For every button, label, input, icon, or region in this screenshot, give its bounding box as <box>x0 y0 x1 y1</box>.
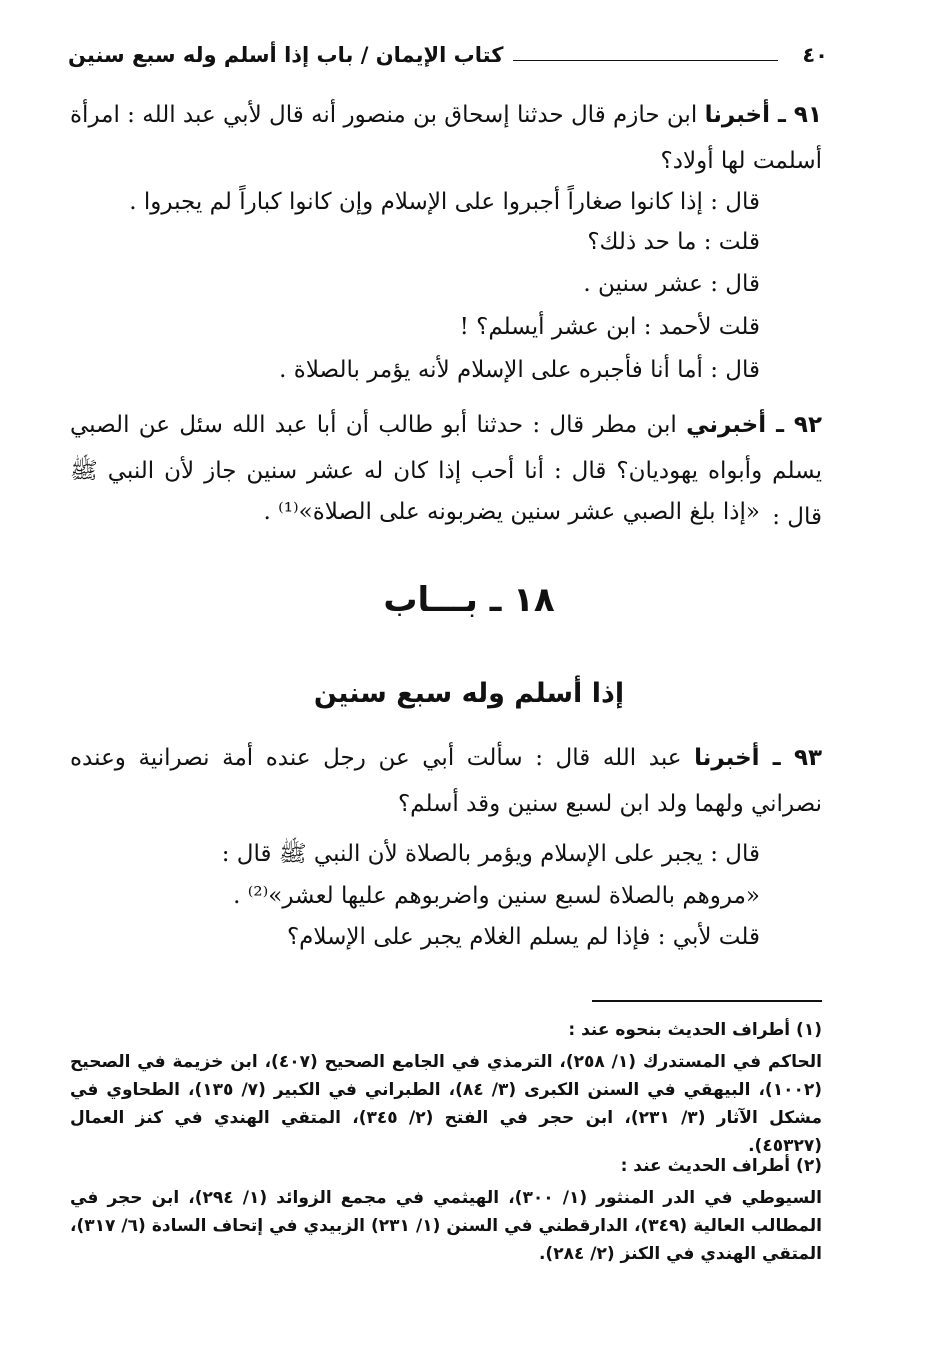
footnote-2-head: (٢) أطراف الحديث عند : <box>620 1156 822 1176</box>
hadith-91-text: ابن حازم قال حدثنا إسحاق بن منصور أنه قال لأبي عبد الله : امرأة أسلمت لها أولاد؟ <box>70 102 822 174</box>
hadith-91-line-5: قال : أما أنا فأجبره على الإسلام لأنه يؤمر بالصلاة . <box>279 357 760 383</box>
hadith-92-number: ٩٢ ـ أخبرني <box>686 412 822 438</box>
hadith-91-number: ٩١ ـ أخبرنا <box>704 102 822 128</box>
hadith-91-line-1: قال : إذا كانوا صغاراً أجبروا على الإسلام وإن كانوا كباراً لم يجبروا . <box>129 189 760 215</box>
footnote-2-body: السيوطي في الدر المنثور (١/ ٣٠٠)، الهيثمي في مجمع الزوائد (١/ ٢٩٤)، ابن حجر في المطالب العالية (٣٤٩)، الدارقطني في السنن (١/ ٢٣١) الزبيدي في إتحاف السادة (٦/ ٣١٧)، المتقي الهندي في الكنز (٢/ ٢٨٤). <box>70 1188 822 1264</box>
footnote-rule <box>592 1000 822 1002</box>
hadith-93-line-2: «مروهم بالصلاة لسبع سنين واضربوهم عليها لعشر»⁽²⁾ . <box>233 883 760 909</box>
footnote-1-body: الحاكم في المستدرك (١/ ٢٥٨)، الترمذي في الجامع الصحيح (٤٠٧)، ابن خزيمة في الصحيح (١٠٠٢)، البيهقي في السنن الكبرى (٣/ ٨٤)، الطبراني في الكبير (٧/ ١٣٥)، الطحاوي في مشكل الآثار (٣/ ٢٣١)، ابن حجر في الفتح (٢/ ٣٤٥)، المتقي الهندي في كنز العمال (٤٥٣٢٧). <box>70 1052 823 1156</box>
chapter-heading: ١٨ ـ بـــاب <box>383 580 555 620</box>
hadith-91-line-2: قلت : ما حد ذلك؟ <box>587 229 760 255</box>
hadith-92-text: ابن مطر قال : حدثنا أبو طالب أن أبا عبد الله سئل عن الصبي يسلم وأبواه يهوديان؟ قال : أنا أحب إذا كان له عشر سنين جاز لأن النبي ﷺ قال : <box>70 412 822 530</box>
hadith-93-number: ٩٣ ـ أخبرنا <box>694 745 823 771</box>
hadith-91-line-3: قال : عشر سنين . <box>583 271 760 297</box>
hadith-92-quote: «إذا بلغ الصبي عشر سنين يضربونه على الصلاة»⁽¹⁾ . <box>263 499 760 525</box>
footnote-1-head: (١) أطراف الحديث بنحوه عند : <box>568 1020 822 1040</box>
hadith-93-text: عبد الله قال : سألت أبي عن رجل عنده أمة نصرانية وعنده نصراني ولهما ولد ابن لسبع سنين وقد أسلم؟ <box>70 745 822 817</box>
hadith-93-line-1: قال : يجبر على الإسلام ويؤمر بالصلاة لأن النبي ﷺ قال : <box>221 841 760 867</box>
chapter-title: إذا أسلم وله سبع سنين <box>313 678 625 709</box>
hadith-91-line-4: قلت لأحمد : ابن عشر أيسلم؟ ! <box>459 314 760 340</box>
hadith-93-line-3: قلت لأبي : فإذا لم يسلم الغلام يجبر على الإسلام؟ <box>286 924 760 950</box>
hadith-91-intro <box>70 92 822 184</box>
page-header <box>68 40 828 70</box>
header-rule <box>513 60 778 61</box>
hadith-93-intro <box>70 735 822 827</box>
running-title: كتاب الإيمان / باب إذا أسلم وله سبع سنين <box>68 43 504 67</box>
page-number: ٤٠ <box>802 43 828 67</box>
